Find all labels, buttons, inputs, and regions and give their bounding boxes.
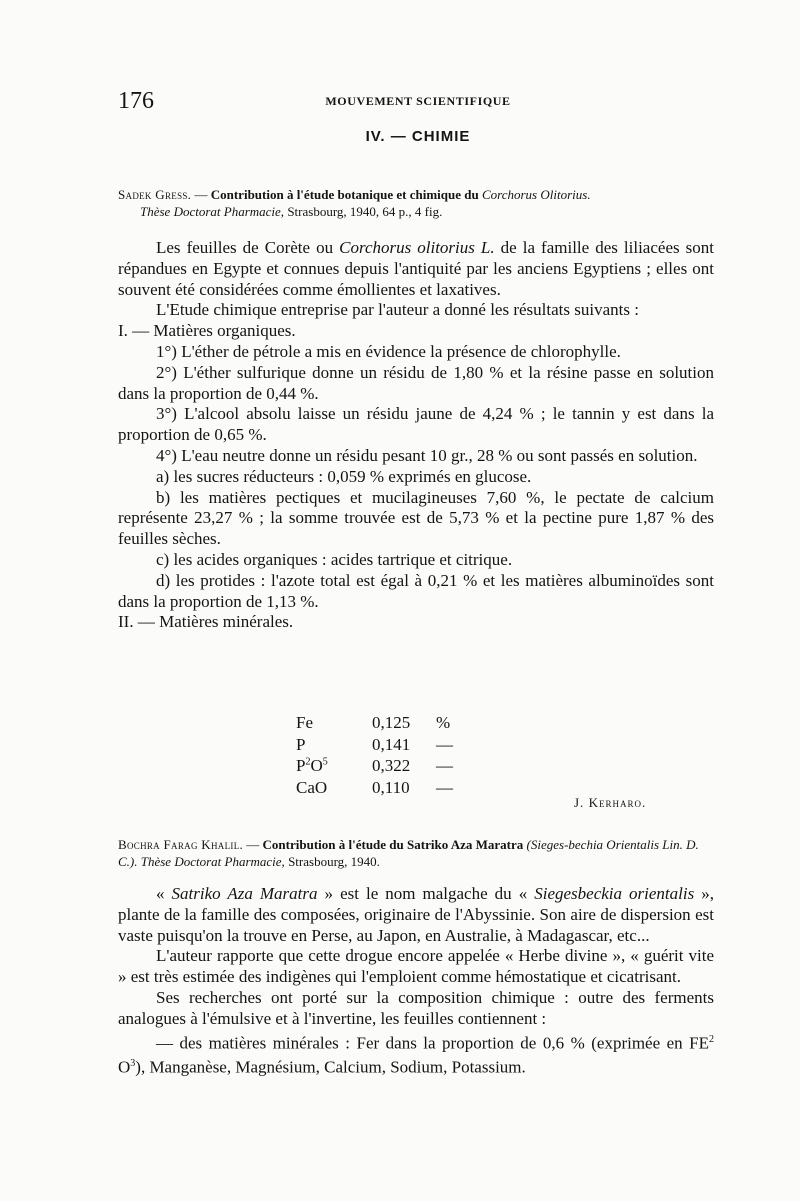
mineral-value: 0,110 [372, 777, 410, 797]
table-row [296, 756, 453, 778]
review1-place: Strasbourg, 1940, 64 p., 4 fig. [287, 204, 443, 219]
review1-item-a: a) les sucres réducteurs : 0,059 % exprimés en glucose. [156, 466, 532, 486]
review2-dash: — [243, 837, 263, 852]
mineral-unit: % [436, 713, 451, 732]
review1-reference [118, 186, 718, 220]
mineral-element-part: O [310, 756, 323, 775]
review1-item-c: c) les acides organiques : acides tartrique et citrique. [156, 549, 513, 569]
mineral-value: 0,322 [372, 756, 411, 775]
review1-item-d: d) les protides : l'azote total est égal à 0,21 % et les matières albuminoïdes sont dans la proportion de 1,13 %. [118, 570, 714, 611]
table-row [296, 778, 453, 800]
running-title: MOUVEMENT SCIENTIFIQUE [325, 94, 511, 108]
mineral-element-sup: 5 [322, 756, 328, 768]
review1-item-b: b) les matières pectiques et mucilagineuses 7,60 %, le pectate de calcium représente 23,27 % ; la somme trouvée est de 5,73 % et la pectine pure 1,87 % des feuilles sèches. [118, 487, 714, 549]
review2-p4-text-b: O [118, 1057, 131, 1077]
mineral-unit: — [436, 756, 453, 775]
review2-p1-text-a: « [156, 884, 172, 903]
review2-p1-text-c: », plante de la famille des composées, originaire de l'Abyssinie. Son aire de dispersion est vaste puisqu'on la trouve en Perse, au Japon, en Australie, à Madagascar, etc... [118, 884, 715, 945]
review2-p4-sup: 3 [130, 1058, 136, 1070]
review2-species: (Sieges-bechia Orientalis Lin. D. C.). [118, 837, 699, 869]
review1-heading-organic: I. — Matières organiques. [118, 321, 296, 341]
review1-author: Sadek Gress. [118, 187, 192, 202]
review2-reference [118, 836, 718, 870]
review1-thesis: Thèse Doctorat Pharmacie, [140, 204, 285, 219]
review2-author: Bochra Farag Khalil. [118, 837, 244, 852]
mineral-element-part: P [296, 756, 306, 775]
mineral-element: P [296, 734, 306, 754]
mineral-value: 0,125 [372, 713, 411, 732]
review1-heading-mineral: II. — Matières minérales. [118, 612, 294, 632]
review1-item-1: 1°) L'éther de pétrole a mis en évidence la présence de chlorophylle. [156, 341, 621, 361]
running-head [118, 88, 718, 112]
review2-p4-text-c: ), Manganèse, Magnésium, Calcium, Sodium, Potassium. [135, 1057, 526, 1077]
review1-body [118, 238, 714, 633]
review2-paragraph-4 [118, 1030, 714, 1079]
review1-paragraph-2: L'Etude chimique entreprise par l'auteur a donné les résultats suivants : [156, 300, 639, 320]
mineral-unit: — [436, 777, 453, 797]
review1-dash: — [191, 187, 211, 202]
mineral-unit: — [436, 734, 453, 754]
review1-p1-species: Corchorus olitorius L. [339, 238, 495, 257]
review1-p1-text-b: de la famille des liliacées sont répandues en Egypte et connues depuis l'antiquité par les anciens Egyptiens ; elles ont souvent été considérées comme émollientes et laxatives. [118, 238, 714, 299]
review2-p1-species: Siegesbeckia orientalis [534, 884, 695, 903]
review1-p1-text-a: Les feuilles de Corète ou [156, 238, 340, 257]
mineral-element: CaO [296, 777, 328, 797]
table-row [296, 735, 453, 757]
review2-paragraph-3: Ses recherches ont porté sur la composition chimique : outre des ferments analogues à l'émulsive et à l'invertine, les feuilles contiennent : [118, 987, 714, 1028]
section-title: IV. — CHIMIE [365, 128, 471, 145]
review2-paragraph-1 [118, 884, 714, 946]
mineral-element: Fe [296, 713, 313, 732]
signature-initial: J. [574, 795, 589, 810]
review1-item-4: 4°) L'eau neutre donne un résidu pesant 10 gr., 28 % ou sont passés en solution. [156, 445, 698, 465]
table-row [296, 713, 453, 735]
review2-thesis: Thèse Doctorat Pharmacie, [140, 854, 285, 869]
review2-p1-text-b: » est le nom malgache du « [317, 884, 535, 903]
review2-title: Contribution à l'étude du Satriko Aza Maratra [262, 837, 524, 852]
mineral-value: 0,141 [372, 734, 411, 754]
mineral-element-sup: 2 [305, 756, 311, 768]
review2-paragraph-2: L'auteur rapporte que cette drogue encore appelée « Herbe divine », « guérit vite » est très estimée des indigènes qui l'emploient comme hémostatique et cicatrisant. [118, 946, 714, 987]
mineral-element [296, 756, 372, 778]
review1-item-2: 2°) L'éther sulfurique donne un résidu de 1,80 % et la résine passe en solution dans la proportion de 0,44 %. [118, 362, 714, 403]
review1-species: Corchorus Olitorius. [481, 187, 591, 202]
review1-item-3: 3°) L'alcool absolu laisse un résidu jaune de 4,24 % ; le tannin y est dans la proportion de 0,65 %. [118, 404, 714, 445]
review2-body [118, 884, 714, 1078]
page-number: 176 [118, 88, 154, 114]
review2-place: Strasbourg, 1940. [288, 854, 380, 869]
signature-name: Kerharo. [588, 795, 647, 810]
review2-p1-name: Satriko Aza Maratra [171, 884, 318, 903]
review1-title: Contribution à l'étude botanique et chimique du [210, 187, 479, 202]
review1-paragraph-1 [118, 238, 714, 300]
mineral-table [296, 713, 453, 799]
review2-p4-sup: 2 [709, 1033, 714, 1045]
reviewer-signature [574, 795, 646, 811]
review2-p4-text-a: — des matières minérales : Fer dans la proportion de 0,6 % (exprimée en FE [156, 1033, 709, 1053]
